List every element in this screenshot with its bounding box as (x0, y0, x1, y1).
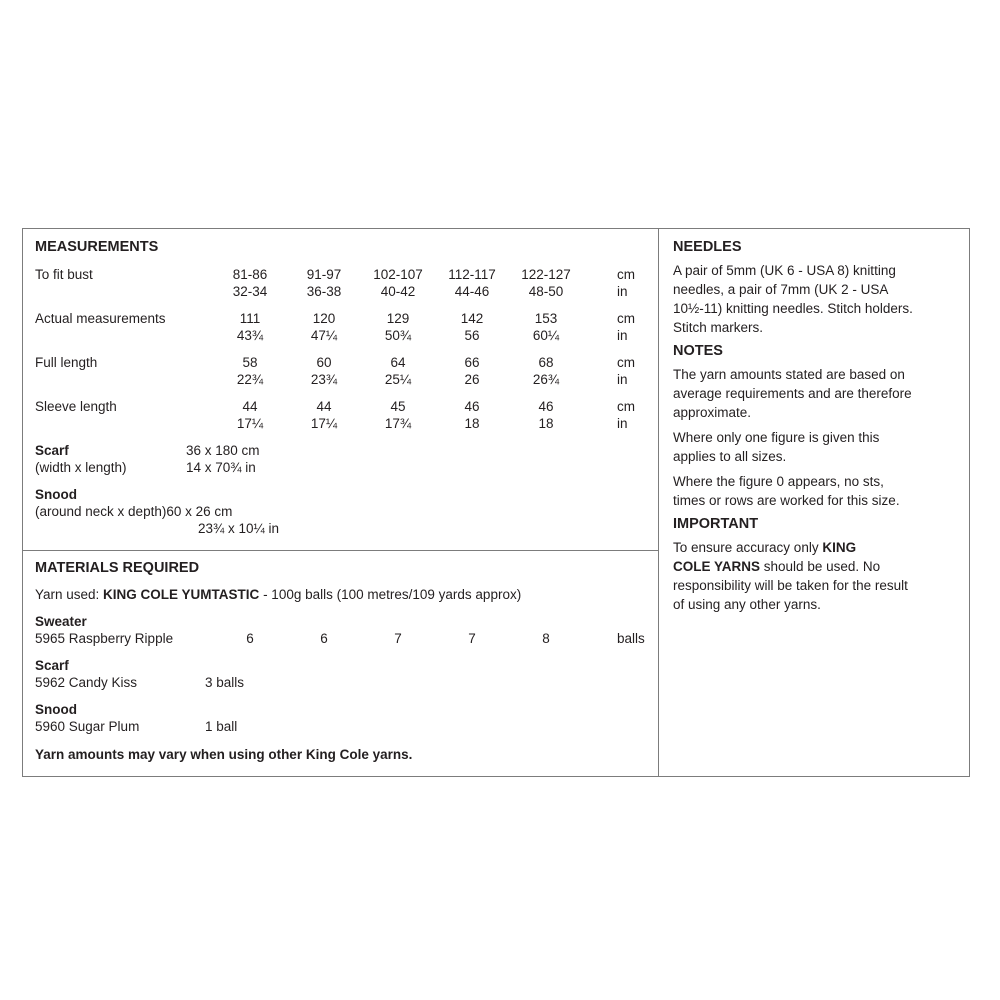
notes-title: NOTES (673, 343, 723, 359)
size-col-2 (287, 354, 361, 388)
qty-col-5: 8 (542, 631, 550, 646)
scarf-values (186, 442, 260, 476)
cm-value: 111 (239, 311, 261, 326)
needles-title: NEEDLES (673, 239, 742, 255)
needles-section (673, 239, 961, 337)
notes-paragraph-3 (673, 472, 961, 510)
snood-name: Snood (35, 487, 77, 502)
yarn-used-suffix: - 100g balls (100 metres/109 yards approx) (259, 587, 522, 602)
unit-in: in (617, 372, 628, 387)
cm-value: 142 (460, 311, 484, 326)
scarf-label (35, 442, 186, 476)
qty-col-4: 7 (468, 631, 476, 646)
materials-section (23, 551, 658, 763)
in-value: 22¾ (236, 372, 264, 387)
in-value: 26 (464, 372, 480, 387)
snood-quantity-row (35, 718, 646, 735)
size-col-4 (435, 310, 509, 344)
qty-col-1: 6 (246, 631, 254, 646)
cm-value: 60 (316, 355, 332, 370)
measurements-section (23, 229, 658, 551)
in-value: 18 (464, 416, 480, 431)
measurements-title: MEASUREMENTS (35, 239, 159, 255)
sweater-quantities-row (35, 630, 646, 647)
size-col-2 (287, 266, 361, 300)
scarf-cm: 36 x 180 cm (186, 443, 260, 458)
size-col-4 (435, 354, 509, 388)
unit-in: in (617, 328, 628, 343)
in-value: 32-34 (232, 284, 268, 299)
snood-amount: 1 ball (205, 719, 238, 734)
in-value: 17¼ (236, 416, 264, 431)
notes-line: The yarn amounts stated are based on (673, 367, 905, 382)
cm-value: 44 (316, 399, 332, 414)
in-value: 40-42 (380, 284, 416, 299)
in-value: 60¼ (532, 328, 560, 343)
qty-col-2: 6 (320, 631, 328, 646)
cm-value: 91-97 (306, 267, 342, 282)
measurement-row-to-fit-bust (35, 266, 646, 300)
snood-yarn-code: 5960 Sugar Plum (35, 719, 140, 734)
size-col-1 (213, 354, 287, 388)
important-line (673, 538, 961, 557)
snood-name: Snood (35, 702, 77, 717)
needles-line: 10½-11) knitting needles. Stitch holders. (673, 301, 913, 316)
sweater-name: Sweater (35, 614, 87, 629)
in-value: 44-46 (454, 284, 490, 299)
yarn-variation-note: Yarn amounts may vary when using other King Cole yarns. (35, 747, 413, 762)
yarn-name: KING COLE YUMTASTIC (103, 587, 260, 602)
notes-paragraph-2 (673, 428, 961, 466)
scarf-in: 14 x 70¾ in (186, 460, 256, 475)
yarn-used-prefix: Yarn used: (35, 587, 104, 602)
cm-value: 129 (386, 311, 410, 326)
snood-sub-label: (around neck x depth) (35, 504, 167, 519)
unit-cm: cm (617, 311, 635, 326)
in-value: 23¾ (310, 372, 338, 387)
notes-line: approximate. (673, 405, 752, 420)
size-col-5 (509, 398, 583, 432)
units-col (583, 266, 635, 300)
size-col-4 (435, 398, 509, 432)
size-col-3 (361, 266, 435, 300)
cm-value: 66 (464, 355, 480, 370)
materials-title: MATERIALS REQUIRED (35, 560, 200, 576)
size-col-2 (287, 310, 361, 344)
important-section (673, 516, 961, 614)
qty-unit: balls (617, 631, 645, 646)
notes-line: average requirements and are therefore (673, 386, 912, 401)
cm-value: 64 (390, 355, 406, 370)
size-col-4 (435, 266, 509, 300)
cm-value: 46 (538, 399, 554, 414)
important-paragraph (673, 538, 961, 614)
in-value: 17¼ (310, 416, 338, 431)
needles-line: A pair of 5mm (UK 6 - USA 8) knitting (673, 263, 896, 278)
notes-paragraph-1 (673, 365, 961, 422)
in-value: 18 (538, 416, 554, 431)
scarf-name: Scarf (35, 443, 69, 458)
cm-value: 68 (538, 355, 554, 370)
sweater-yarn-code: 5965 Raspberry Ripple (35, 631, 174, 646)
in-value: 50¾ (384, 328, 412, 343)
important-line: responsibility will be taken for the result (673, 578, 908, 593)
measurement-row-actual (35, 310, 646, 344)
important-line (673, 557, 961, 576)
scarf-amount: 3 balls (205, 675, 245, 690)
units-col (583, 354, 635, 388)
cm-value: 122-127 (521, 267, 571, 282)
size-col-1 (213, 398, 287, 432)
needles-paragraph (673, 261, 961, 337)
materials-scarf-group (35, 657, 646, 691)
cm-value: 45 (390, 399, 406, 414)
right-column (659, 229, 969, 776)
unit-cm: cm (617, 267, 635, 282)
yarn-used-line (35, 586, 646, 603)
scarf-name: Scarf (35, 658, 69, 673)
notes-line: applies to all sizes. (673, 449, 787, 464)
important-text: To ensure accuracy only (673, 540, 823, 555)
notes-line: times or rows are worked for this size. (673, 493, 900, 508)
cm-value: 102-107 (373, 267, 423, 282)
size-col-3 (361, 354, 435, 388)
in-value: 26¾ (532, 372, 560, 387)
size-col-1 (213, 266, 287, 300)
size-col-2 (287, 398, 361, 432)
cm-value: 153 (534, 311, 558, 326)
important-line: of using any other yarns. (673, 597, 821, 612)
cm-value: 46 (464, 399, 480, 414)
unit-cm: cm (617, 399, 635, 414)
scarf-quantity-row (35, 674, 646, 691)
important-title: IMPORTANT (673, 516, 759, 532)
important-text: should be used. No (760, 559, 881, 574)
in-value: 36-38 (306, 284, 342, 299)
size-col-3 (361, 310, 435, 344)
snood-measurements (35, 486, 646, 537)
measurement-row-full-length (35, 354, 646, 388)
scarf-measurements (35, 442, 646, 476)
in-value: 43¾ (236, 328, 264, 343)
size-col-3 (361, 398, 435, 432)
cm-value: 120 (312, 311, 336, 326)
cm-value: 81-86 (232, 267, 268, 282)
scarf-yarn-code: 5962 Candy Kiss (35, 675, 138, 690)
units-col (583, 310, 635, 344)
row-label: To fit bust (35, 267, 93, 282)
important-bold-text: COLE YARNS (673, 559, 761, 574)
scarf-sub-label: (width x length) (35, 460, 127, 475)
in-value: 47¼ (310, 328, 338, 343)
in-value: 48-50 (528, 284, 564, 299)
info-panel (22, 228, 970, 777)
materials-sweater-group (35, 613, 646, 647)
snood-in: 23¾ x 10¼ in (198, 521, 280, 536)
row-label: Sleeve length (35, 399, 117, 414)
cm-value: 112-117 (448, 267, 496, 282)
in-value: 56 (464, 328, 480, 343)
cm-value: 44 (242, 399, 258, 414)
row-label: Actual measurements (35, 311, 166, 326)
unit-in: in (617, 416, 628, 431)
size-col-5 (509, 310, 583, 344)
needles-line: Stitch markers. (673, 320, 764, 335)
in-value: 25¼ (384, 372, 412, 387)
notes-line: Where only one figure is given this (673, 430, 880, 445)
left-column (23, 229, 659, 776)
measurement-row-sleeve-length (35, 398, 646, 432)
size-col-5 (509, 354, 583, 388)
qty-col-3: 7 (394, 631, 402, 646)
snood-cm: 60 x 26 cm (166, 504, 233, 519)
size-col-5 (509, 266, 583, 300)
size-col-1 (213, 310, 287, 344)
cm-value: 58 (242, 355, 258, 370)
snood-cm-line (35, 503, 646, 520)
notes-section (673, 343, 961, 510)
notes-line: Where the figure 0 appears, no sts, (673, 474, 884, 489)
in-value: 17¾ (384, 416, 412, 431)
units-col (583, 398, 635, 432)
important-bold-text: KING (822, 540, 857, 555)
needles-line: needles, a pair of 7mm (UK 2 - USA (673, 282, 889, 297)
row-label: Full length (35, 355, 98, 370)
materials-snood-group (35, 701, 646, 735)
unit-cm: cm (617, 355, 635, 370)
unit-in: in (617, 284, 628, 299)
